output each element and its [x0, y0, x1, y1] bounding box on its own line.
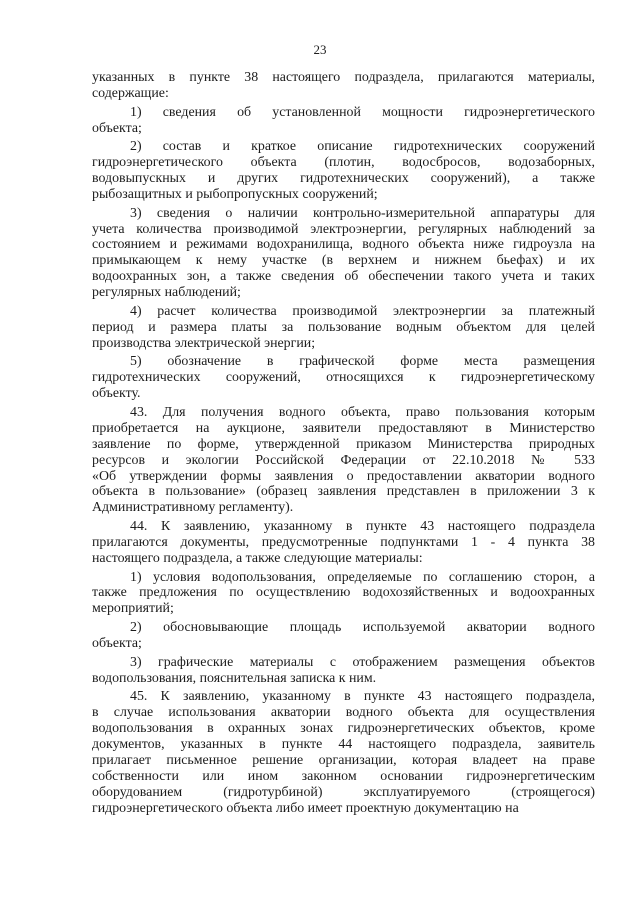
text-line: 4) расчет количества производимой электроэнергии за платежный — [130, 303, 595, 319]
text-line: прилагаются документы, предусмотренные подпунктами 1 - 4 пункта 38 — [92, 534, 595, 550]
paragraph — [92, 620, 595, 652]
page-number: 23 — [313, 42, 327, 57]
text-line: объекта; — [92, 635, 142, 651]
paragraph — [92, 206, 595, 301]
text-line: 2) обосновывающие площадь используемой акватории водного — [130, 620, 595, 636]
text-line: 3) графические материалы с отображением размещения объектов — [130, 654, 595, 670]
text-line: состоянием и режимами водохранилища, водного объекта ниже гидроузла на — [92, 237, 595, 253]
text-line: 5) обозначение в графической форме места размещения — [130, 354, 595, 370]
text-line: гидротехнических сооружений, относящихся к гидроэнергетическому — [92, 370, 595, 386]
paragraph — [92, 570, 595, 618]
paragraph — [92, 655, 595, 687]
text-line: Административному регламенту). — [92, 500, 294, 516]
text-line: водовыпускных и других гидротехнических сооружений), а также — [92, 171, 595, 187]
text-line: водопользования в охранных зонах гидроэнергетических объектов, кроме — [92, 721, 595, 737]
text-line: настоящего подраздела, а также следующие материалы: — [92, 550, 423, 566]
paragraph — [92, 105, 595, 137]
paragraph — [92, 70, 595, 102]
text-line: документов, указанных в пункте 44 настоящего подраздела, заявитель — [92, 737, 595, 753]
text-line: «Об утверждении формы заявления о предоставлении акватории водного — [92, 468, 595, 484]
text-line: собственности или ином законном основании гидроэнергетическим — [92, 768, 595, 784]
text-line: ресурсов и экологии Российской Федерации от 22.10.2018 № 533 — [92, 452, 595, 468]
text-line: 45. К заявлению, указанному в пункте 43 настоящего подраздела, — [130, 689, 595, 705]
text-line: производства электрической энергии; — [92, 335, 316, 351]
document-body — [92, 70, 595, 819]
paragraph — [92, 304, 595, 352]
text-line: 1) условия водопользования, определяемые по соглашению сторон, а — [130, 569, 595, 585]
text-line: рыбозащитных и рыбопропускных сооружений; — [92, 186, 378, 202]
text-line: объекту. — [92, 386, 141, 402]
text-line: учета количества производимой электроэнергии, регулярных наблюдений за — [92, 221, 595, 237]
text-line: оборудованием (гидротурбиной) эксплуатируемого (строящегося) — [92, 784, 595, 800]
text-line: период и размера платы за пользование водным объектом для целей — [92, 319, 595, 335]
text-line: прилагает письменное решение организации, которая владеет на праве — [92, 752, 595, 768]
text-line: в случае использования акватории водного объекта для осуществления — [92, 705, 595, 721]
text-line: гидроэнергетического объекта либо имеет проектную документацию на — [92, 800, 519, 816]
paragraph — [92, 354, 595, 402]
text-line: также предложения по осуществлению водохозяйственных и водоохранных — [92, 585, 595, 601]
text-line: гидроэнергетического объекта (плотин, водосбросов, водозаборных, — [92, 155, 595, 171]
text-line: содержащие: — [92, 85, 169, 101]
text-line: приобретается на аукционе, заявители предоставляют в Министерство — [92, 420, 595, 436]
text-line: 3) сведения о наличии контрольно-измерительной аппаратуры для — [130, 205, 595, 221]
text-line: 44. К заявлению, указанному в пункте 43 настоящего подраздела — [130, 519, 595, 535]
paragraph — [92, 689, 595, 816]
text-line: водоохранных зон, а также сведения об обеспечении такого учета и таких — [92, 269, 595, 285]
text-line: заявление по форме, утвержденной приказом Министерства природных — [92, 436, 595, 452]
text-line: мероприятий; — [92, 601, 174, 617]
text-line: регулярных наблюдений; — [92, 285, 241, 301]
text-line: объекта; — [92, 120, 142, 136]
text-line: указанных в пункте 38 настоящего подраздела, прилагаются материалы, — [92, 70, 595, 85]
text-line: 2) состав и краткое описание гидротехнических сооружений — [130, 139, 595, 155]
text-line: водопользования, пояснительная записка к ним. — [92, 670, 377, 686]
text-line: 43. Для получения водного объекта, право пользования которым — [130, 404, 595, 420]
paragraph — [92, 139, 595, 203]
text-line: объекта в пользование» (образец заявления представлен в приложении 3 к — [92, 484, 595, 500]
paragraph — [92, 405, 595, 516]
paragraph — [92, 519, 595, 567]
text-line: 1) сведения об установленной мощности гидроэнергетического — [130, 104, 595, 120]
text-line: примыкающем к нему участке (в верхнем и нижнем бьефах) и их — [92, 253, 595, 269]
